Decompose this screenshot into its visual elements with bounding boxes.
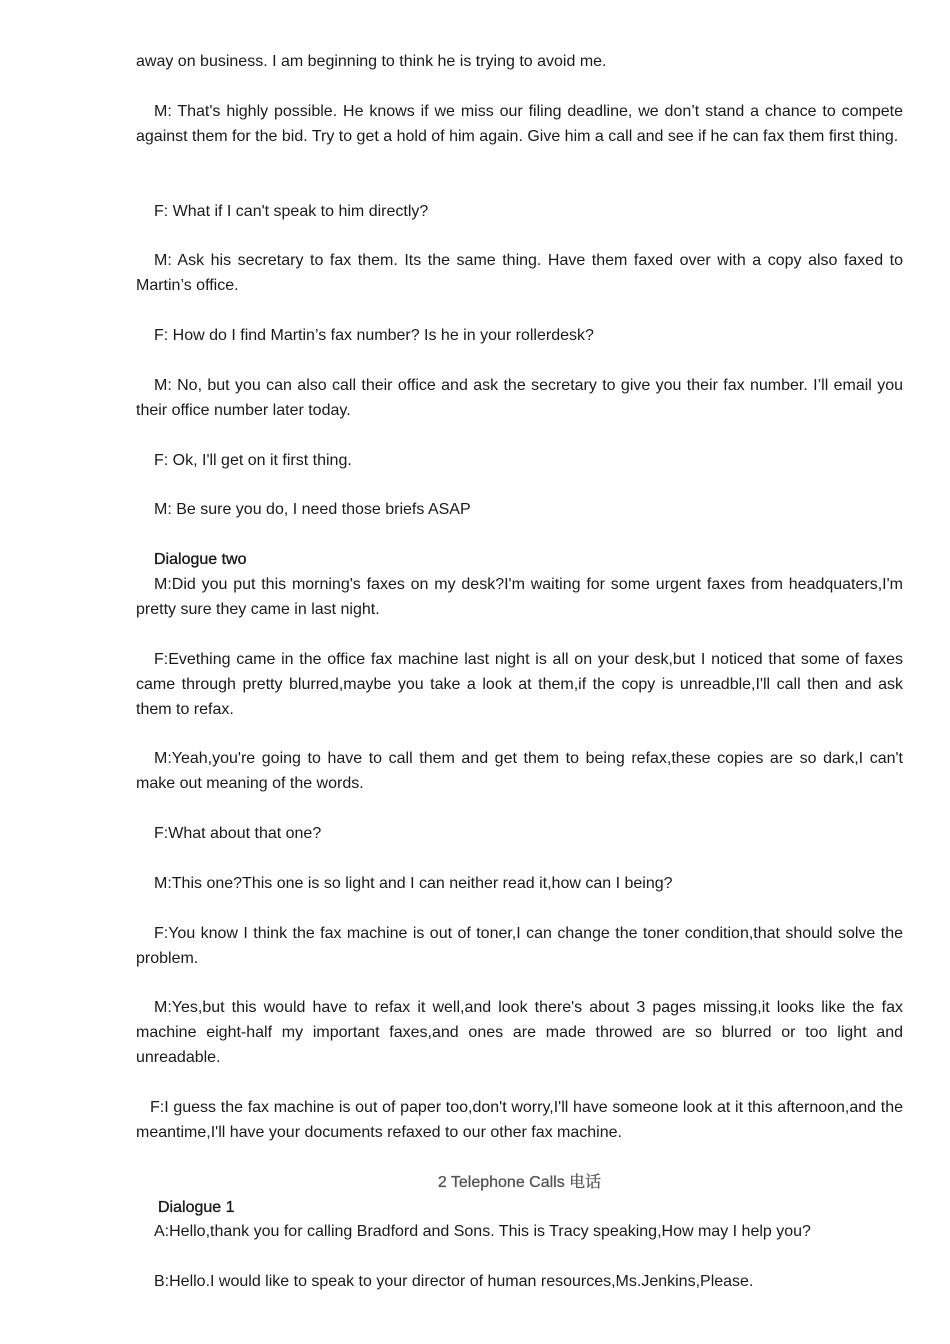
dialogue-line: M: Be sure you do, I need those briefs ASAP xyxy=(154,501,471,518)
dialogue-line: M: Ask his secretary to fax them. Its the same thing. Have them faxed over with a copy also faxed to Martin’s office. xyxy=(136,252,903,294)
dialogue-line: M:Did you put this morning's faxes on my desk?I'm waiting for some urgent faxes from headquaters,I'm pretty sure they came in last night. xyxy=(136,576,903,618)
dialogue-line: M:This one?This one is so light and I can neither read it,how can I being? xyxy=(154,875,673,892)
dialogue-line: A:Hello,thank you for calling Bradford and Sons. This is Tracy speaking,How may I help you? xyxy=(154,1223,811,1240)
dialogue-line: F:I guess the fax machine is out of paper too,don't worry,I'll have someone look at it this afternoon,and the meantime,I'll have your documents refaxed to our other fax machine. xyxy=(136,1099,903,1141)
dialogue-line: F:You know I think the fax machine is out of toner,I can change the toner condition,that should solve the problem. xyxy=(136,925,903,967)
dialogue-line: M: That's highly possible. He knows if we miss our filing deadline, we don’t stand a chance to compete against them for the bid. Try to get a hold of him again. Give him a call and see if he can fax them first thing. xyxy=(136,103,903,145)
dialogue-line: M:Yes,but this would have to refax it well,and look there's about 3 pages missing,it looks like the fax machine eight-half my important faxes,and ones are made throwed are so blurred or too light and unreadable. xyxy=(136,999,903,1066)
dialogue-line: F: What if I can't speak to him directly? xyxy=(154,203,429,220)
dialogue-line: F: Ok, I'll get on it first thing. xyxy=(154,452,352,469)
dialogue-line: F: How do I find Martin’s fax number? Is he in your rollerdesk? xyxy=(154,327,594,344)
dialogue-line: F:What about that one? xyxy=(154,825,322,842)
section-title: 2 Telephone Calls 电话 xyxy=(437,1174,602,1191)
dialogue-line: B:Hello.I would like to speak to your director of human resources,Ms.Jenkins,Please. xyxy=(154,1273,754,1290)
dialogue-line: M:Yeah,you're going to have to call them and get them to being refax,these copies are so dark,I can't make out meaning of the words. xyxy=(136,750,903,792)
dialogue-two-heading: Dialogue two xyxy=(154,551,247,568)
dialogue-line: F:Evething came in the office fax machine last night is all on your desk,but I noticed that some of faxes came through pretty blurred,maybe you take a look at them,if the copy is unreadble,I'll call then and ask them to refax. xyxy=(136,651,903,718)
dialogue-1-heading: Dialogue 1 xyxy=(158,1199,235,1216)
dialogue-line: M: No, but you can also call their office and ask the secretary to give you their fax number. I’ll email you their office number later today. xyxy=(136,377,903,419)
dialogue-line: away on business. I am beginning to think he is trying to avoid me. xyxy=(136,53,607,70)
